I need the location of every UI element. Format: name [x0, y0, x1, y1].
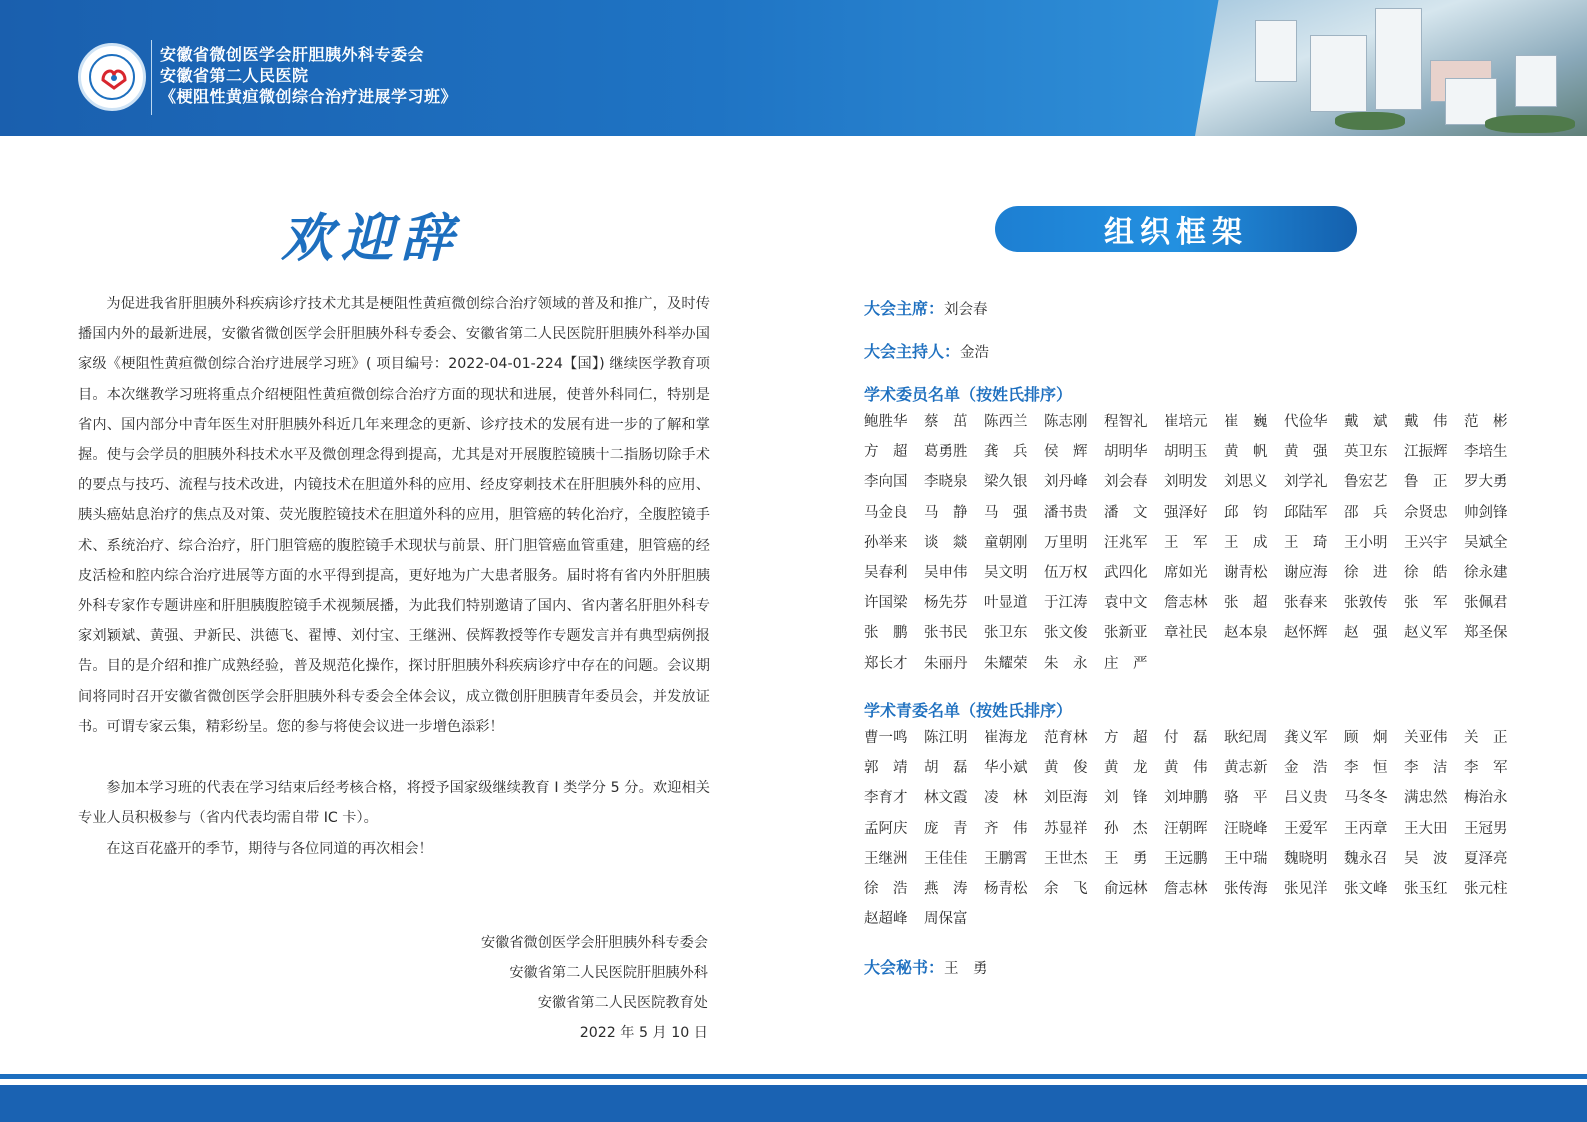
member-name: 李培生 [1464, 444, 1508, 461]
member-name: 杨先芬 [924, 595, 968, 612]
member-name: 佘贤忠 [1404, 504, 1448, 521]
member-name: 魏永召 [1344, 850, 1388, 867]
member-name: 朱 永 [1044, 655, 1088, 672]
member-name: 谢青松 [1224, 564, 1268, 581]
member-name: 潘 文 [1104, 504, 1148, 521]
member-name: 王 军 [1164, 534, 1208, 551]
member-name: 张敦传 [1344, 595, 1388, 612]
member-name: 汪朝晖 [1164, 820, 1208, 837]
member-name: 龚义军 [1284, 730, 1328, 746]
member-name: 黄 强 [1284, 444, 1328, 461]
member-name: 马 静 [924, 504, 968, 521]
member-name: 王大田 [1404, 820, 1448, 837]
member-name: 骆 平 [1224, 790, 1268, 807]
member-name: 赵 强 [1344, 625, 1388, 642]
member-name: 刘 锋 [1104, 790, 1148, 807]
tree-shape [1335, 112, 1405, 130]
header-line-3: 《梗阻性黄疸微创综合治疗进展学习班》 [160, 87, 458, 106]
member-name: 黄 龙 [1104, 760, 1148, 777]
member-name: 张卫东 [984, 625, 1028, 642]
member-name: 龚 兵 [984, 444, 1028, 461]
member-name: 葛勇胜 [924, 444, 968, 461]
member-name: 叶显道 [984, 595, 1028, 612]
member-name: 徐 进 [1344, 564, 1388, 581]
org-framework-title: 组织框架 [995, 206, 1357, 252]
member-name: 张玉红 [1404, 880, 1448, 897]
welcome-paragraph-3: 在这百花盛开的季节，期待与各位同道的再次相会！ [106, 841, 433, 857]
member-name: 林文霞 [924, 790, 968, 807]
member-name: 代俭华 [1284, 414, 1328, 430]
header-banner [0, 0, 1587, 136]
welcome-paragraph-1: 为促进我省肝胆胰外科疾病诊疗技术尤其是梗阻性黄疸微创综合治疗领域的普及和推广，及时传播国内外的最新进展，安徽省微创医学会肝胆胰外科专委会、安徽省第二人民医院肝胆胰外科举办国家级《梗阻性黄疸微创综合治疗进展学习班》( 项目编号：2022-04-01-224【国】) 继续医学教育项目。本次继教学习班将重点介绍梗阻性黄疸微创综合治疗方面的现状和进展，使普外科同仁，特别是省内、国内部分中青年医生对肝胆胰外科近几年来理念的更新、诊疗技术的发展有进一步的了解和掌握。使与会学员的胆胰外科技术水平及微创理念得到提高，尤其是对开展腹腔镜胰十二指肠切除手术的要点与技巧、流程与技术改进，内镜技术在胆道外科的应用、经皮穿刺技术在肝胆胰外科的应用、胰头癌姑息治疗的焦点及对策、荧光腹腔镜技术在胆道外科的应用，胆管癌的转化治疗，全腹腔镜手术、系统治疗、综合治疗，肝门胆管癌的腹腔镜手术现状与前景、肝门胆管癌血管重建，胆管癌的经皮活检和腔内综合治疗进展等方面的水平得到提高，更好地为广大患者服务。届时将有省内外肝胆胰外科专家作专题讲座和肝胆胰腹腔镜手术视频展播，为此我们特别邀请了国内、省内著名肝胆外科专家刘颖斌、黄强、尹新民、洪德飞、翟博、刘付宝、王继洲、侯辉教授等作专题发言并有典型病例报告。目的是介绍和推广成熟经验，普及规范化操作，探讨肝胆胰外科疾病诊疗中存在的问题。会议期间将同时召开安徽省微创医学会肝胆胰外科专委会全体会议，成立微创肝胆胰青年委员会，并发放证书。可谓专家云集，精彩纷呈。您的参与将使会议进一步增色添彩！ [78, 296, 710, 735]
member-name: 胡 磊 [924, 760, 968, 777]
member-name: 李育才 [864, 790, 908, 807]
member-name: 马冬冬 [1344, 790, 1388, 807]
member-name: 华小斌 [984, 760, 1028, 777]
member-name: 苏显祥 [1044, 820, 1088, 837]
member-name: 戴 斌 [1344, 414, 1388, 430]
member-name: 王中瑞 [1224, 850, 1268, 867]
member-name: 魏晓明 [1284, 850, 1328, 867]
member-name: 耿纪周 [1224, 730, 1268, 746]
building-shape [1515, 55, 1557, 107]
member-name: 燕 涛 [924, 880, 968, 897]
member-name: 王佳佳 [924, 850, 968, 867]
member-name: 吴文明 [984, 564, 1028, 581]
signature-date: 2022 年 5 月 10 日 [579, 1025, 708, 1041]
member-name: 赵义军 [1404, 625, 1448, 642]
member-name: 王兴宇 [1404, 534, 1448, 551]
member-name: 刘坤鹏 [1164, 790, 1208, 807]
member-name: 庞 青 [924, 820, 968, 837]
member-name: 江振辉 [1404, 444, 1448, 461]
member-name: 汪晓峰 [1224, 820, 1268, 837]
member-name: 徐永建 [1464, 564, 1508, 581]
member-name: 罗大勇 [1464, 474, 1508, 491]
member-name: 王 琦 [1284, 534, 1328, 551]
member-name: 袁中文 [1104, 595, 1148, 612]
chair-label: 大会主席： [864, 299, 945, 318]
member-name: 张佩君 [1464, 595, 1508, 612]
member-name: 谈 燚 [924, 534, 968, 551]
member-name: 张书民 [924, 625, 968, 642]
member-name: 赵超峰 [864, 911, 908, 928]
member-name: 李 恒 [1344, 760, 1388, 777]
member-name: 谢应海 [1284, 564, 1328, 581]
member-name: 张 鹏 [864, 625, 908, 642]
host-field [864, 339, 989, 362]
member-name: 张新亚 [1104, 625, 1148, 642]
footer-stripe [0, 1074, 1587, 1079]
member-name: 庄 严 [1104, 655, 1148, 672]
member-name: 刘学礼 [1284, 474, 1328, 491]
header-divider [151, 40, 152, 115]
member-name: 胡明玉 [1164, 444, 1208, 461]
member-name: 鲍胜华 [864, 414, 908, 430]
welcome-paragraph-2: 参加本学习班的代表在学习结束后经考核合格，将授予国家级继续教育 I 类学分 5 分。欢迎相关专业人员积极参与（省内代表均需自带 IC 卡）。 [78, 780, 710, 827]
member-name: 王 成 [1224, 534, 1268, 551]
header-organizers [160, 44, 457, 107]
member-name: 郑长才 [864, 655, 908, 672]
member-name: 于江涛 [1044, 595, 1088, 612]
member-name: 余 飞 [1044, 880, 1088, 897]
member-name: 张文俊 [1044, 625, 1088, 642]
member-name: 黄 帆 [1224, 444, 1268, 461]
member-name: 席如光 [1164, 564, 1208, 581]
member-name: 满忠然 [1404, 790, 1448, 807]
member-name: 陈西兰 [984, 414, 1028, 430]
member-name: 付 磊 [1164, 730, 1208, 746]
secretary-label: 大会秘书： [864, 958, 945, 977]
member-name: 方 超 [864, 444, 908, 461]
member-name: 郑圣保 [1464, 625, 1508, 642]
member-name: 崔 巍 [1224, 414, 1268, 430]
member-name: 杨青松 [984, 880, 1028, 897]
member-name: 陈江明 [924, 730, 968, 746]
member-name: 王继洲 [864, 850, 908, 867]
member-name: 李向国 [864, 474, 908, 491]
member-name: 戴 伟 [1404, 414, 1448, 430]
society-logo [78, 43, 146, 111]
academic-committee-title: 学术委员名单（按姓氏排序） [864, 385, 1073, 404]
member-name: 邱陆军 [1284, 504, 1328, 521]
member-name: 吴斌全 [1464, 534, 1508, 551]
member-name: 刘会春 [1104, 474, 1148, 491]
member-name: 黄 俊 [1044, 760, 1088, 777]
member-name: 王 勇 [1104, 850, 1148, 867]
member-name: 邱 钧 [1224, 504, 1268, 521]
member-name: 程智礼 [1104, 414, 1148, 430]
member-name: 张传海 [1224, 880, 1268, 897]
member-name: 关 正 [1464, 730, 1508, 746]
member-name: 朱耀荣 [984, 655, 1028, 672]
member-name: 童朝刚 [984, 534, 1028, 551]
member-name: 吕义贵 [1284, 790, 1328, 807]
member-name: 方 超 [1104, 730, 1148, 746]
member-name: 刘臣海 [1044, 790, 1088, 807]
building-shape [1375, 8, 1422, 110]
member-name: 王丙章 [1344, 820, 1388, 837]
member-name: 侯 辉 [1044, 444, 1088, 461]
member-name: 崔海龙 [984, 730, 1028, 746]
member-name: 夏泽亮 [1464, 850, 1508, 867]
member-name: 郭 靖 [864, 760, 908, 777]
member-name: 王远鹏 [1164, 850, 1208, 867]
member-name: 王冠男 [1464, 820, 1508, 837]
logo-ring-icon [89, 54, 135, 100]
member-name: 李晓泉 [924, 474, 968, 491]
header-line-2: 安徽省第二人民医院 [160, 66, 309, 85]
academic-committee-list [864, 407, 1524, 679]
member-name: 徐 皓 [1404, 564, 1448, 581]
member-name: 顾 炯 [1344, 730, 1388, 746]
member-name: 梁久银 [984, 474, 1028, 491]
header-line-1: 安徽省微创医学会肝胆胰外科专委会 [160, 45, 425, 64]
building-shape [1255, 20, 1297, 82]
member-name: 刘丹峰 [1044, 474, 1088, 491]
member-name: 范 彬 [1464, 414, 1508, 430]
member-name: 张文峰 [1344, 880, 1388, 897]
member-name: 王世杰 [1044, 850, 1088, 867]
member-name: 周保富 [924, 911, 968, 928]
member-name: 张元柱 [1464, 880, 1508, 897]
member-name: 马金良 [864, 504, 908, 521]
signature-line-2: 安徽省第二人民医院肝胆胰外科 [509, 965, 708, 981]
member-name: 汪兆军 [1104, 534, 1148, 551]
member-name: 鲁 正 [1404, 474, 1448, 491]
secretary-field [864, 955, 988, 978]
youth-committee-list [864, 723, 1524, 934]
member-name: 强泽好 [1164, 504, 1208, 521]
member-name: 张见洋 [1284, 880, 1328, 897]
member-name: 凌 林 [984, 790, 1028, 807]
building-shape [1310, 35, 1367, 112]
member-name: 孟阿庆 [864, 820, 908, 837]
member-name: 金 浩 [1284, 760, 1328, 777]
hospital-photo [1195, 0, 1587, 136]
member-name: 孙 杰 [1104, 820, 1148, 837]
logo-mark-icon [100, 66, 128, 90]
member-name: 吴 波 [1404, 850, 1448, 867]
member-name: 李 洁 [1404, 760, 1448, 777]
member-name: 胡明华 [1104, 444, 1148, 461]
member-name: 蔡 茁 [924, 414, 968, 430]
member-name: 伍万权 [1044, 564, 1088, 581]
member-name: 刘思义 [1224, 474, 1268, 491]
member-name: 吴申伟 [924, 564, 968, 581]
member-name: 俞远林 [1104, 880, 1148, 897]
chair-field [864, 296, 988, 319]
member-name: 章社民 [1164, 625, 1208, 642]
host-label: 大会主持人： [864, 342, 961, 361]
member-name: 曹一鸣 [864, 730, 908, 746]
member-name: 马 强 [984, 504, 1028, 521]
secretary-value: 王 勇 [944, 961, 988, 977]
member-name: 赵怀辉 [1284, 625, 1328, 642]
member-name: 潘书贵 [1044, 504, 1088, 521]
footer-band [0, 1085, 1587, 1122]
member-name: 詹志林 [1164, 595, 1208, 612]
member-name: 王小明 [1344, 534, 1388, 551]
member-name: 崔培元 [1164, 414, 1208, 430]
signature-line-1: 安徽省微创医学会肝胆胰外科专委会 [480, 935, 708, 951]
member-name: 万里明 [1044, 534, 1088, 551]
member-name: 孙举来 [864, 534, 908, 551]
member-name: 王爱军 [1284, 820, 1328, 837]
member-name: 梅治永 [1464, 790, 1508, 807]
member-name: 吴春利 [864, 564, 908, 581]
member-name: 英卫东 [1344, 444, 1388, 461]
youth-committee-title: 学术青委名单（按姓氏排序） [864, 701, 1073, 720]
member-name: 鲁宏艺 [1344, 474, 1388, 491]
member-name: 黄 伟 [1164, 760, 1208, 777]
tree-shape [1485, 115, 1575, 133]
member-name: 赵本泉 [1224, 625, 1268, 642]
member-name: 李 军 [1464, 760, 1508, 777]
member-name: 齐 伟 [984, 820, 1028, 837]
signature-line-3: 安徽省第二人民医院教育处 [537, 995, 708, 1011]
member-name: 王鹏霄 [984, 850, 1028, 867]
member-name: 徐 浩 [864, 880, 908, 897]
member-name: 陈志刚 [1044, 414, 1088, 430]
member-name: 刘明发 [1164, 474, 1208, 491]
host-value: 金浩 [960, 345, 990, 361]
member-name: 帅剑锋 [1464, 504, 1508, 521]
member-name: 关亚伟 [1404, 730, 1448, 746]
member-name: 张 超 [1224, 595, 1268, 612]
member-name: 范育林 [1044, 730, 1088, 746]
member-name: 许国梁 [864, 595, 908, 612]
member-name: 张春来 [1284, 595, 1328, 612]
welcome-title: 欢迎辞 [281, 208, 462, 269]
member-name: 朱丽丹 [924, 655, 968, 672]
member-name: 张 军 [1404, 595, 1448, 612]
member-name: 邵 兵 [1344, 504, 1388, 521]
member-name: 詹志林 [1164, 880, 1208, 897]
chair-value: 刘会春 [944, 302, 988, 318]
member-name: 黄志新 [1224, 760, 1268, 777]
member-name: 武四化 [1104, 564, 1148, 581]
